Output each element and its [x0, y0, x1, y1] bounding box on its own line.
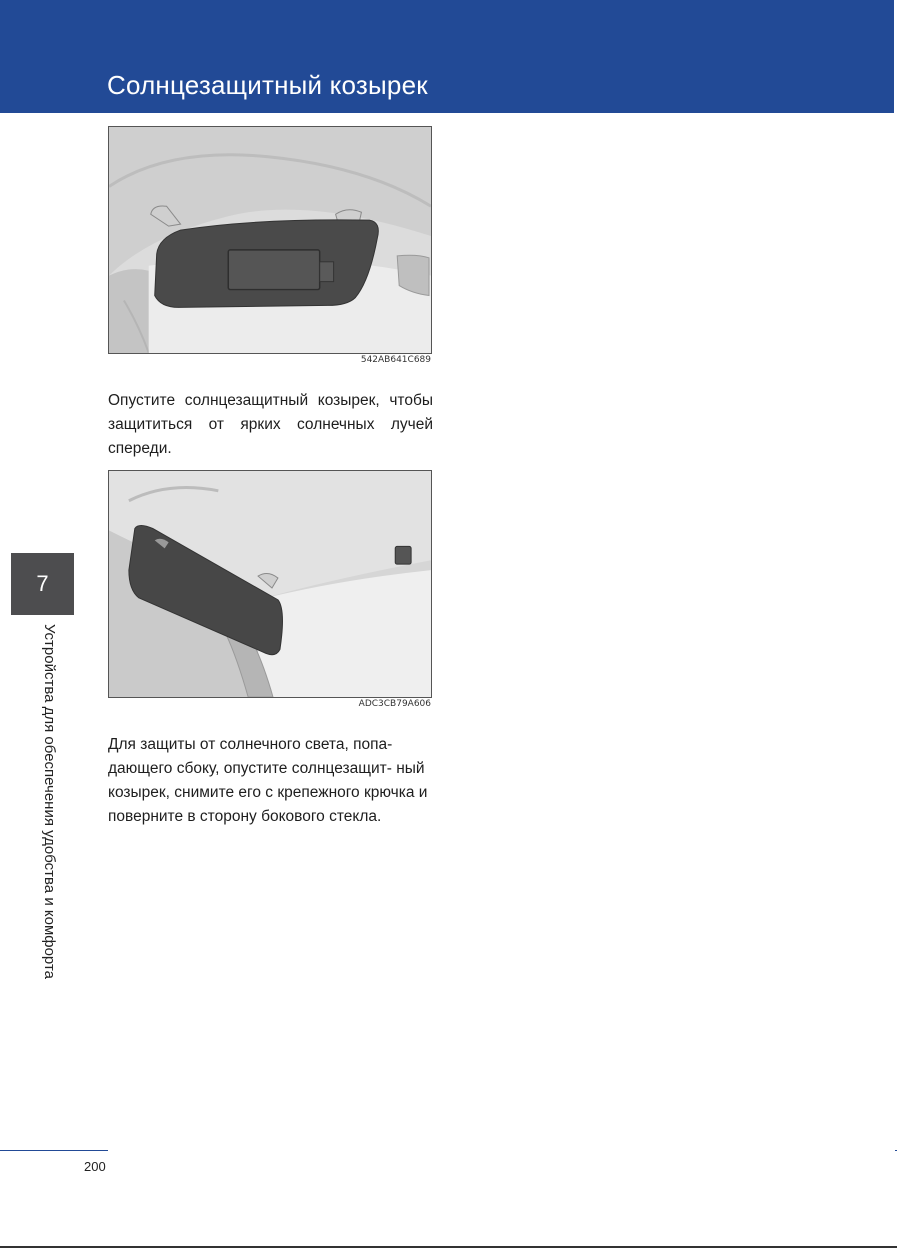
header-band [0, 0, 894, 113]
paragraph-front-visor: Опустите солнцезащитный козырек, чтобы защититься от ярких солнечных лучей спереди. [108, 392, 433, 457]
paragraph-side-visor: Для защиты от солнечного света, попа- дающего сбоку, опустите солнцезащит- ный козырек, снимите его с крепежного крючка и поверните в сторону бокового стекла. [108, 736, 428, 825]
page-number: 200 [84, 1159, 106, 1174]
sun-visor-side-illustration [108, 470, 432, 698]
figure-code: ADC3CB79A606 [358, 699, 431, 709]
page-title: Солнцезащитный козырек [107, 70, 428, 100]
sun-visor-front-illustration [108, 126, 432, 354]
chapter-tab-number: 7 [11, 553, 74, 615]
footer-rule [0, 1150, 108, 1151]
chapter-tab-label: Устройства для обеспечения удобства и комфорта [41, 624, 58, 979]
figure-code: 542AB641C689 [360, 355, 431, 365]
